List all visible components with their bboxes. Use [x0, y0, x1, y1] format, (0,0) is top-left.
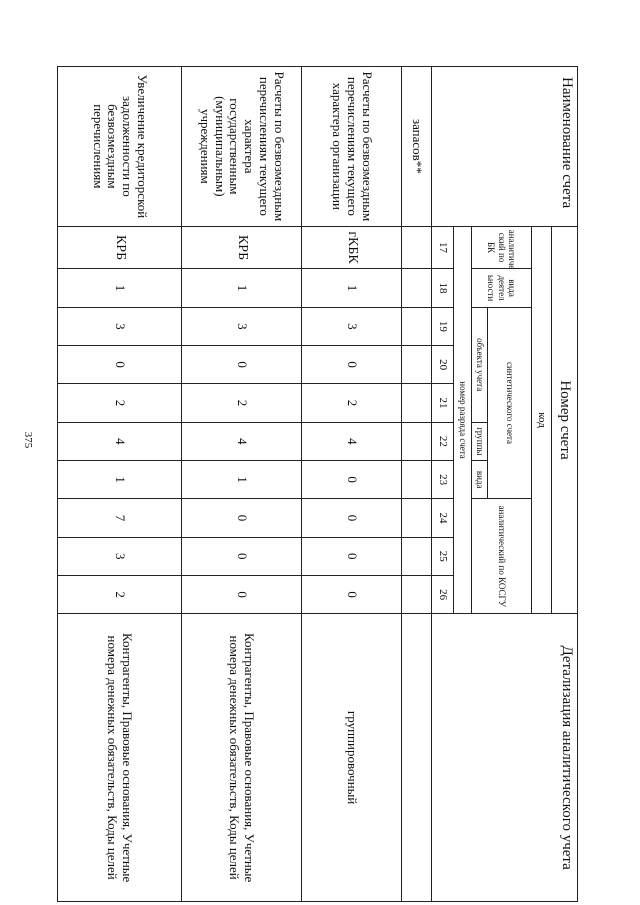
row-name: Расчеты по безвозмездным перечислениям текущего характера государственным (муниципальным) учреждениям — [182, 67, 302, 227]
header-object: объекта учета — [472, 307, 488, 422]
row-name: Расчеты по безвозмездным перечислениям текущего характера организации — [302, 67, 402, 227]
account-table-rotated — [58, 66, 578, 902]
account-table — [57, 66, 578, 902]
header-synthetic: синтетического счета — [488, 307, 532, 499]
code-cell: 2 — [182, 384, 302, 422]
code-cell — [402, 307, 432, 345]
code-cell: 1 — [182, 269, 302, 307]
code-cell: КРБ — [182, 226, 302, 269]
code-cell: 0 — [302, 346, 402, 384]
code-cell: 1 — [302, 269, 402, 307]
digit-19: 19 — [432, 307, 454, 345]
digit-22: 22 — [432, 422, 454, 460]
digit-21: 21 — [432, 384, 454, 422]
code-cell: 0 — [182, 575, 302, 613]
digit-20: 20 — [432, 346, 454, 384]
code-cell: 1 — [58, 269, 182, 307]
code-cell: 1 — [182, 460, 302, 498]
digit-23: 23 — [432, 460, 454, 498]
code-cell: 0 — [302, 575, 402, 613]
code-cell: 1 — [58, 460, 182, 498]
code-cell: 0 — [302, 499, 402, 537]
code-cell: гКБК — [302, 226, 402, 269]
code-cell: 4 — [58, 422, 182, 460]
code-cell: КРБ — [58, 226, 182, 269]
table-row — [182, 67, 302, 902]
code-cell: 0 — [182, 537, 302, 575]
code-cell: 7 — [58, 499, 182, 537]
code-cell: 3 — [182, 307, 302, 345]
code-cell — [402, 537, 432, 575]
digit-26: 26 — [432, 575, 454, 613]
code-cell: 3 — [58, 307, 182, 345]
header-activity-kind: вида деятел ьности — [472, 269, 532, 307]
digit-17: 17 — [432, 226, 454, 269]
code-cell — [402, 226, 432, 269]
code-cell: 2 — [58, 384, 182, 422]
row-detail: Контрагенты, Правовые основания, Учетные номера денежных обязательств, Коды целей — [58, 614, 182, 902]
code-cell — [402, 499, 432, 537]
header-analytic-bk: аналитиче ский по БК — [472, 226, 532, 269]
code-cell: 4 — [182, 422, 302, 460]
code-cell: 3 — [58, 537, 182, 575]
code-cell — [402, 346, 432, 384]
page-number: 375 — [22, 431, 34, 449]
row-detail — [402, 614, 432, 902]
header-kind: вида — [472, 460, 488, 498]
code-cell — [402, 575, 432, 613]
header-code: код — [532, 226, 552, 614]
code-cell: 0 — [302, 537, 402, 575]
header-name: Наименование счета — [432, 67, 578, 227]
code-cell: 3 — [302, 307, 402, 345]
code-cell — [402, 269, 432, 307]
code-cell: 2 — [302, 384, 402, 422]
header-number: Номер счета — [552, 226, 578, 614]
code-cell: 0 — [302, 460, 402, 498]
row-name: Увеличение кредиторской задолженности по безвозмездным перечислениям — [58, 67, 182, 227]
table-row — [302, 67, 402, 902]
table-row — [58, 67, 182, 902]
digit-18: 18 — [432, 269, 454, 307]
header-analytic-kosgu: аналитический по КОСГУ — [472, 499, 532, 614]
code-cell — [402, 422, 432, 460]
digit-24: 24 — [432, 499, 454, 537]
row-detail: Контрагенты, Правовые основания, Учетные номера денежных обязательств, Коды целей — [182, 614, 302, 902]
code-cell — [402, 384, 432, 422]
code-cell: 2 — [58, 575, 182, 613]
header-detail: Детализация аналитического учета — [432, 614, 578, 902]
header-digit-number: номер разряда счета — [454, 226, 472, 614]
code-cell: 0 — [182, 346, 302, 384]
digit-25: 25 — [432, 537, 454, 575]
row-detail: группировочный — [302, 614, 402, 902]
row-name: запасов** — [402, 67, 432, 227]
code-cell: 0 — [58, 346, 182, 384]
header-group: группы — [472, 422, 488, 460]
table-row — [402, 67, 432, 902]
code-cell: 0 — [182, 499, 302, 537]
code-cell — [402, 460, 432, 498]
code-cell: 4 — [302, 422, 402, 460]
